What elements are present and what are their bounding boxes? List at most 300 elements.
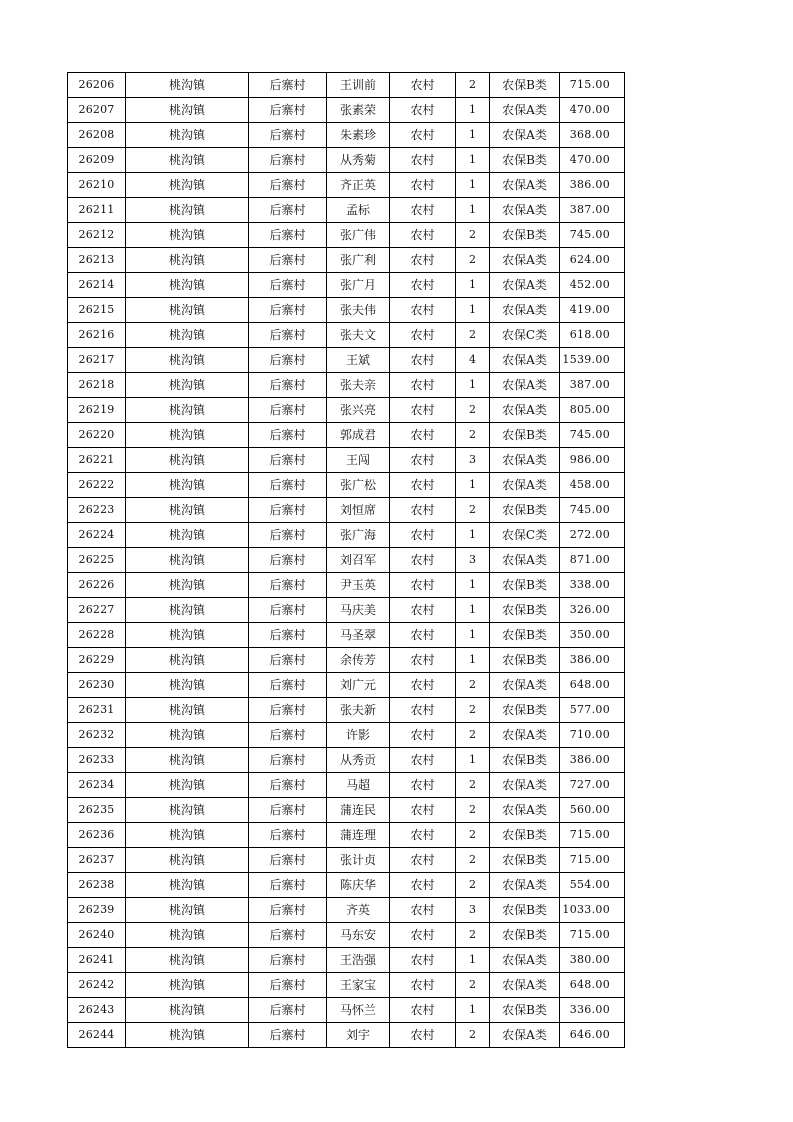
cell-insurance-category: 农保B类 bbox=[490, 698, 560, 723]
cell-person-count: 1 bbox=[456, 473, 490, 498]
cell-town: 桃沟镇 bbox=[126, 373, 249, 398]
cell-insurance-category: 农保A类 bbox=[490, 198, 560, 223]
cell-person-name: 蒲连理 bbox=[327, 823, 390, 848]
cell-town: 桃沟镇 bbox=[126, 223, 249, 248]
cell-town: 桃沟镇 bbox=[126, 148, 249, 173]
cell-household-type: 农村 bbox=[390, 698, 456, 723]
cell-village: 后寨村 bbox=[249, 123, 327, 148]
table-row bbox=[68, 323, 625, 348]
table-row bbox=[68, 998, 625, 1023]
cell-insurance-category: 农保B类 bbox=[490, 423, 560, 448]
cell-person-count: 2 bbox=[456, 698, 490, 723]
cell-amount: 470.00 bbox=[560, 148, 625, 173]
cell-insurance-category: 农保B类 bbox=[490, 498, 560, 523]
cell-insurance-category: 农保A类 bbox=[490, 98, 560, 123]
cell-record-id: 26222 bbox=[68, 473, 126, 498]
cell-insurance-category: 农保A类 bbox=[490, 773, 560, 798]
cell-person-name: 王浩强 bbox=[327, 948, 390, 973]
cell-record-id: 26232 bbox=[68, 723, 126, 748]
cell-amount: 715.00 bbox=[560, 848, 625, 873]
cell-town: 桃沟镇 bbox=[126, 273, 249, 298]
cell-town: 桃沟镇 bbox=[126, 598, 249, 623]
cell-town: 桃沟镇 bbox=[126, 823, 249, 848]
cell-person-name: 张计贞 bbox=[327, 848, 390, 873]
cell-amount: 618.00 bbox=[560, 323, 625, 348]
cell-person-count: 2 bbox=[456, 798, 490, 823]
cell-person-name: 从秀贡 bbox=[327, 748, 390, 773]
cell-town: 桃沟镇 bbox=[126, 623, 249, 648]
cell-village: 后寨村 bbox=[249, 148, 327, 173]
cell-record-id: 26227 bbox=[68, 598, 126, 623]
cell-insurance-category: 农保C类 bbox=[490, 523, 560, 548]
cell-village: 后寨村 bbox=[249, 473, 327, 498]
table-row bbox=[68, 473, 625, 498]
cell-record-id: 26219 bbox=[68, 398, 126, 423]
cell-town: 桃沟镇 bbox=[126, 73, 249, 98]
cell-insurance-category: 农保A类 bbox=[490, 473, 560, 498]
cell-record-id: 26220 bbox=[68, 423, 126, 448]
table-row bbox=[68, 923, 625, 948]
cell-village: 后寨村 bbox=[249, 548, 327, 573]
cell-town: 桃沟镇 bbox=[126, 923, 249, 948]
table-row bbox=[68, 698, 625, 723]
cell-person-name: 张广利 bbox=[327, 248, 390, 273]
cell-insurance-category: 农保B类 bbox=[490, 998, 560, 1023]
cell-person-name: 张广月 bbox=[327, 273, 390, 298]
table-body bbox=[68, 73, 625, 1048]
cell-amount: 452.00 bbox=[560, 273, 625, 298]
cell-person-name: 刘召军 bbox=[327, 548, 390, 573]
cell-person-name: 张广伟 bbox=[327, 223, 390, 248]
table-row bbox=[68, 448, 625, 473]
cell-amount: 577.00 bbox=[560, 698, 625, 723]
cell-person-count: 1 bbox=[456, 373, 490, 398]
cell-person-count: 1 bbox=[456, 148, 490, 173]
cell-amount: 715.00 bbox=[560, 73, 625, 98]
cell-amount: 338.00 bbox=[560, 573, 625, 598]
cell-household-type: 农村 bbox=[390, 373, 456, 398]
cell-insurance-category: 农保B类 bbox=[490, 848, 560, 873]
cell-person-count: 2 bbox=[456, 398, 490, 423]
cell-household-type: 农村 bbox=[390, 898, 456, 923]
cell-insurance-category: 农保B类 bbox=[490, 898, 560, 923]
cell-town: 桃沟镇 bbox=[126, 548, 249, 573]
table-row bbox=[68, 873, 625, 898]
cell-town: 桃沟镇 bbox=[126, 448, 249, 473]
cell-village: 后寨村 bbox=[249, 698, 327, 723]
cell-insurance-category: 农保B类 bbox=[490, 223, 560, 248]
cell-household-type: 农村 bbox=[390, 173, 456, 198]
cell-person-count: 3 bbox=[456, 548, 490, 573]
cell-village: 后寨村 bbox=[249, 423, 327, 448]
cell-household-type: 农村 bbox=[390, 323, 456, 348]
table-row bbox=[68, 523, 625, 548]
cell-record-id: 26208 bbox=[68, 123, 126, 148]
table-row bbox=[68, 398, 625, 423]
cell-village: 后寨村 bbox=[249, 498, 327, 523]
cell-person-name: 张广海 bbox=[327, 523, 390, 548]
cell-person-name: 蒲连民 bbox=[327, 798, 390, 823]
cell-record-id: 26238 bbox=[68, 873, 126, 898]
cell-village: 后寨村 bbox=[249, 198, 327, 223]
cell-village: 后寨村 bbox=[249, 323, 327, 348]
cell-town: 桃沟镇 bbox=[126, 873, 249, 898]
cell-insurance-category: 农保B类 bbox=[490, 648, 560, 673]
cell-person-name: 张夫文 bbox=[327, 323, 390, 348]
cell-village: 后寨村 bbox=[249, 248, 327, 273]
cell-record-id: 26225 bbox=[68, 548, 126, 573]
cell-town: 桃沟镇 bbox=[126, 798, 249, 823]
cell-village: 后寨村 bbox=[249, 723, 327, 748]
cell-insurance-category: 农保C类 bbox=[490, 323, 560, 348]
cell-town: 桃沟镇 bbox=[126, 748, 249, 773]
cell-household-type: 农村 bbox=[390, 673, 456, 698]
cell-household-type: 农村 bbox=[390, 148, 456, 173]
cell-household-type: 农村 bbox=[390, 448, 456, 473]
cell-household-type: 农村 bbox=[390, 623, 456, 648]
cell-town: 桃沟镇 bbox=[126, 573, 249, 598]
cell-village: 后寨村 bbox=[249, 273, 327, 298]
cell-amount: 624.00 bbox=[560, 248, 625, 273]
cell-record-id: 26241 bbox=[68, 948, 126, 973]
cell-record-id: 26223 bbox=[68, 498, 126, 523]
cell-insurance-category: 农保A类 bbox=[490, 298, 560, 323]
cell-amount: 387.00 bbox=[560, 373, 625, 398]
cell-amount: 368.00 bbox=[560, 123, 625, 148]
cell-household-type: 农村 bbox=[390, 573, 456, 598]
cell-person-name: 齐正英 bbox=[327, 173, 390, 198]
cell-village: 后寨村 bbox=[249, 848, 327, 873]
cell-record-id: 26226 bbox=[68, 573, 126, 598]
cell-household-type: 农村 bbox=[390, 223, 456, 248]
cell-amount: 745.00 bbox=[560, 223, 625, 248]
cell-record-id: 26217 bbox=[68, 348, 126, 373]
cell-record-id: 26221 bbox=[68, 448, 126, 473]
cell-amount: 648.00 bbox=[560, 973, 625, 998]
cell-insurance-category: 农保A类 bbox=[490, 398, 560, 423]
cell-town: 桃沟镇 bbox=[126, 98, 249, 123]
cell-village: 后寨村 bbox=[249, 898, 327, 923]
table-row bbox=[68, 598, 625, 623]
cell-village: 后寨村 bbox=[249, 673, 327, 698]
cell-insurance-category: 农保A类 bbox=[490, 1023, 560, 1048]
cell-town: 桃沟镇 bbox=[126, 523, 249, 548]
table-row bbox=[68, 498, 625, 523]
cell-record-id: 26236 bbox=[68, 823, 126, 848]
cell-person-count: 1 bbox=[456, 173, 490, 198]
cell-household-type: 农村 bbox=[390, 398, 456, 423]
table-row bbox=[68, 948, 625, 973]
cell-person-name: 王闯 bbox=[327, 448, 390, 473]
cell-person-name: 马超 bbox=[327, 773, 390, 798]
cell-household-type: 农村 bbox=[390, 98, 456, 123]
table-row bbox=[68, 848, 625, 873]
table-row bbox=[68, 823, 625, 848]
cell-record-id: 26206 bbox=[68, 73, 126, 98]
cell-amount: 745.00 bbox=[560, 423, 625, 448]
cell-amount: 1033.00 bbox=[560, 898, 625, 923]
cell-household-type: 农村 bbox=[390, 723, 456, 748]
cell-town: 桃沟镇 bbox=[126, 773, 249, 798]
cell-household-type: 农村 bbox=[390, 798, 456, 823]
cell-record-id: 26212 bbox=[68, 223, 126, 248]
cell-household-type: 农村 bbox=[390, 598, 456, 623]
cell-village: 后寨村 bbox=[249, 223, 327, 248]
table-row bbox=[68, 73, 625, 98]
cell-village: 后寨村 bbox=[249, 448, 327, 473]
cell-person-name: 张兴亮 bbox=[327, 398, 390, 423]
cell-town: 桃沟镇 bbox=[126, 123, 249, 148]
table-row bbox=[68, 798, 625, 823]
cell-town: 桃沟镇 bbox=[126, 398, 249, 423]
cell-amount: 871.00 bbox=[560, 548, 625, 573]
cell-amount: 387.00 bbox=[560, 198, 625, 223]
table-row bbox=[68, 1023, 625, 1048]
cell-record-id: 26231 bbox=[68, 698, 126, 723]
cell-village: 后寨村 bbox=[249, 923, 327, 948]
cell-town: 桃沟镇 bbox=[126, 973, 249, 998]
cell-amount: 1539.00 bbox=[560, 348, 625, 373]
cell-town: 桃沟镇 bbox=[126, 248, 249, 273]
cell-person-count: 2 bbox=[456, 823, 490, 848]
cell-person-count: 2 bbox=[456, 973, 490, 998]
cell-household-type: 农村 bbox=[390, 748, 456, 773]
cell-person-name: 余传芳 bbox=[327, 648, 390, 673]
cell-person-name: 刘恒席 bbox=[327, 498, 390, 523]
cell-person-name: 马庆美 bbox=[327, 598, 390, 623]
cell-person-count: 2 bbox=[456, 323, 490, 348]
cell-person-count: 2 bbox=[456, 423, 490, 448]
cell-town: 桃沟镇 bbox=[126, 323, 249, 348]
cell-insurance-category: 农保A类 bbox=[490, 373, 560, 398]
cell-household-type: 农村 bbox=[390, 823, 456, 848]
table-row bbox=[68, 148, 625, 173]
cell-amount: 646.00 bbox=[560, 1023, 625, 1048]
cell-person-name: 从秀菊 bbox=[327, 148, 390, 173]
cell-village: 后寨村 bbox=[249, 998, 327, 1023]
cell-person-count: 2 bbox=[456, 248, 490, 273]
cell-person-name: 王训前 bbox=[327, 73, 390, 98]
cell-insurance-category: 农保A类 bbox=[490, 248, 560, 273]
cell-town: 桃沟镇 bbox=[126, 723, 249, 748]
cell-person-count: 4 bbox=[456, 348, 490, 373]
cell-village: 后寨村 bbox=[249, 173, 327, 198]
cell-household-type: 农村 bbox=[390, 998, 456, 1023]
cell-village: 后寨村 bbox=[249, 348, 327, 373]
cell-record-id: 26218 bbox=[68, 373, 126, 398]
cell-amount: 986.00 bbox=[560, 448, 625, 473]
cell-person-name: 刘广元 bbox=[327, 673, 390, 698]
table-row bbox=[68, 673, 625, 698]
cell-person-count: 2 bbox=[456, 723, 490, 748]
cell-insurance-category: 农保B类 bbox=[490, 748, 560, 773]
cell-household-type: 农村 bbox=[390, 473, 456, 498]
cell-amount: 727.00 bbox=[560, 773, 625, 798]
cell-person-count: 2 bbox=[456, 1023, 490, 1048]
table-row bbox=[68, 423, 625, 448]
cell-person-count: 1 bbox=[456, 748, 490, 773]
cell-amount: 326.00 bbox=[560, 598, 625, 623]
cell-record-id: 26209 bbox=[68, 148, 126, 173]
cell-household-type: 农村 bbox=[390, 273, 456, 298]
cell-village: 后寨村 bbox=[249, 523, 327, 548]
cell-person-name: 王斌 bbox=[327, 348, 390, 373]
cell-village: 后寨村 bbox=[249, 398, 327, 423]
cell-insurance-category: 农保A类 bbox=[490, 448, 560, 473]
cell-household-type: 农村 bbox=[390, 198, 456, 223]
relief-roster-table bbox=[67, 72, 625, 1048]
cell-insurance-category: 农保A类 bbox=[490, 948, 560, 973]
cell-household-type: 农村 bbox=[390, 73, 456, 98]
cell-village: 后寨村 bbox=[249, 98, 327, 123]
table-row bbox=[68, 973, 625, 998]
cell-town: 桃沟镇 bbox=[126, 173, 249, 198]
cell-person-count: 1 bbox=[456, 198, 490, 223]
cell-person-count: 2 bbox=[456, 673, 490, 698]
cell-person-count: 1 bbox=[456, 998, 490, 1023]
cell-village: 后寨村 bbox=[249, 873, 327, 898]
cell-person-count: 2 bbox=[456, 873, 490, 898]
cell-insurance-category: 农保A类 bbox=[490, 273, 560, 298]
cell-record-id: 26215 bbox=[68, 298, 126, 323]
cell-village: 后寨村 bbox=[249, 298, 327, 323]
cell-town: 桃沟镇 bbox=[126, 473, 249, 498]
table-row bbox=[68, 373, 625, 398]
cell-insurance-category: 农保B类 bbox=[490, 623, 560, 648]
cell-person-name: 孟标 bbox=[327, 198, 390, 223]
cell-record-id: 26210 bbox=[68, 173, 126, 198]
cell-person-name: 王家宝 bbox=[327, 973, 390, 998]
table-row bbox=[68, 98, 625, 123]
cell-town: 桃沟镇 bbox=[126, 498, 249, 523]
table-row bbox=[68, 898, 625, 923]
cell-person-name: 张广松 bbox=[327, 473, 390, 498]
table-row bbox=[68, 248, 625, 273]
cell-person-count: 1 bbox=[456, 948, 490, 973]
table-row bbox=[68, 748, 625, 773]
cell-person-name: 张夫伟 bbox=[327, 298, 390, 323]
table-row bbox=[68, 273, 625, 298]
cell-household-type: 农村 bbox=[390, 1023, 456, 1048]
table-row bbox=[68, 623, 625, 648]
cell-household-type: 农村 bbox=[390, 423, 456, 448]
cell-town: 桃沟镇 bbox=[126, 948, 249, 973]
cell-record-id: 26234 bbox=[68, 773, 126, 798]
cell-person-name: 许影 bbox=[327, 723, 390, 748]
table-row bbox=[68, 298, 625, 323]
cell-insurance-category: 农保A类 bbox=[490, 673, 560, 698]
cell-record-id: 26239 bbox=[68, 898, 126, 923]
cell-person-name: 齐英 bbox=[327, 898, 390, 923]
cell-person-count: 1 bbox=[456, 623, 490, 648]
cell-town: 桃沟镇 bbox=[126, 698, 249, 723]
cell-amount: 710.00 bbox=[560, 723, 625, 748]
cell-town: 桃沟镇 bbox=[126, 848, 249, 873]
table-row bbox=[68, 123, 625, 148]
cell-amount: 350.00 bbox=[560, 623, 625, 648]
cell-household-type: 农村 bbox=[390, 298, 456, 323]
cell-person-name: 张夫新 bbox=[327, 698, 390, 723]
cell-amount: 386.00 bbox=[560, 173, 625, 198]
cell-village: 后寨村 bbox=[249, 373, 327, 398]
cell-village: 后寨村 bbox=[249, 598, 327, 623]
cell-town: 桃沟镇 bbox=[126, 298, 249, 323]
cell-amount: 386.00 bbox=[560, 748, 625, 773]
cell-household-type: 农村 bbox=[390, 523, 456, 548]
table-row bbox=[68, 648, 625, 673]
cell-village: 后寨村 bbox=[249, 1023, 327, 1048]
table-row bbox=[68, 198, 625, 223]
cell-household-type: 农村 bbox=[390, 873, 456, 898]
cell-household-type: 农村 bbox=[390, 773, 456, 798]
cell-village: 后寨村 bbox=[249, 948, 327, 973]
cell-village: 后寨村 bbox=[249, 973, 327, 998]
table-row bbox=[68, 173, 625, 198]
cell-person-name: 尹玉英 bbox=[327, 573, 390, 598]
cell-person-count: 3 bbox=[456, 448, 490, 473]
cell-record-id: 26216 bbox=[68, 323, 126, 348]
cell-insurance-category: 农保A类 bbox=[490, 123, 560, 148]
cell-village: 后寨村 bbox=[249, 773, 327, 798]
cell-person-count: 2 bbox=[456, 773, 490, 798]
cell-amount: 648.00 bbox=[560, 673, 625, 698]
cell-person-name: 马东安 bbox=[327, 923, 390, 948]
cell-record-id: 26233 bbox=[68, 748, 126, 773]
cell-record-id: 26214 bbox=[68, 273, 126, 298]
cell-person-count: 2 bbox=[456, 498, 490, 523]
cell-amount: 470.00 bbox=[560, 98, 625, 123]
cell-village: 后寨村 bbox=[249, 623, 327, 648]
cell-person-name: 张素荣 bbox=[327, 98, 390, 123]
cell-person-name: 马圣翠 bbox=[327, 623, 390, 648]
cell-record-id: 26230 bbox=[68, 673, 126, 698]
cell-person-count: 1 bbox=[456, 273, 490, 298]
cell-household-type: 农村 bbox=[390, 123, 456, 148]
cell-household-type: 农村 bbox=[390, 498, 456, 523]
cell-household-type: 农村 bbox=[390, 548, 456, 573]
cell-insurance-category: 农保A类 bbox=[490, 973, 560, 998]
cell-person-count: 1 bbox=[456, 573, 490, 598]
cell-amount: 419.00 bbox=[560, 298, 625, 323]
cell-amount: 272.00 bbox=[560, 523, 625, 548]
cell-insurance-category: 农保B类 bbox=[490, 73, 560, 98]
cell-person-count: 1 bbox=[456, 523, 490, 548]
cell-town: 桃沟镇 bbox=[126, 423, 249, 448]
cell-village: 后寨村 bbox=[249, 573, 327, 598]
cell-person-count: 3 bbox=[456, 898, 490, 923]
cell-insurance-category: 农保A类 bbox=[490, 798, 560, 823]
cell-insurance-category: 农保A类 bbox=[490, 173, 560, 198]
cell-household-type: 农村 bbox=[390, 648, 456, 673]
cell-record-id: 26244 bbox=[68, 1023, 126, 1048]
cell-village: 后寨村 bbox=[249, 823, 327, 848]
table-row bbox=[68, 348, 625, 373]
cell-household-type: 农村 bbox=[390, 348, 456, 373]
cell-person-count: 2 bbox=[456, 73, 490, 98]
cell-person-name: 朱素珍 bbox=[327, 123, 390, 148]
cell-amount: 805.00 bbox=[560, 398, 625, 423]
cell-insurance-category: 农保A类 bbox=[490, 348, 560, 373]
cell-person-count: 1 bbox=[456, 98, 490, 123]
cell-person-count: 2 bbox=[456, 923, 490, 948]
table-row bbox=[68, 223, 625, 248]
cell-village: 后寨村 bbox=[249, 748, 327, 773]
cell-village: 后寨村 bbox=[249, 798, 327, 823]
cell-record-id: 26237 bbox=[68, 848, 126, 873]
cell-town: 桃沟镇 bbox=[126, 348, 249, 373]
cell-amount: 336.00 bbox=[560, 998, 625, 1023]
cell-village: 后寨村 bbox=[249, 73, 327, 98]
